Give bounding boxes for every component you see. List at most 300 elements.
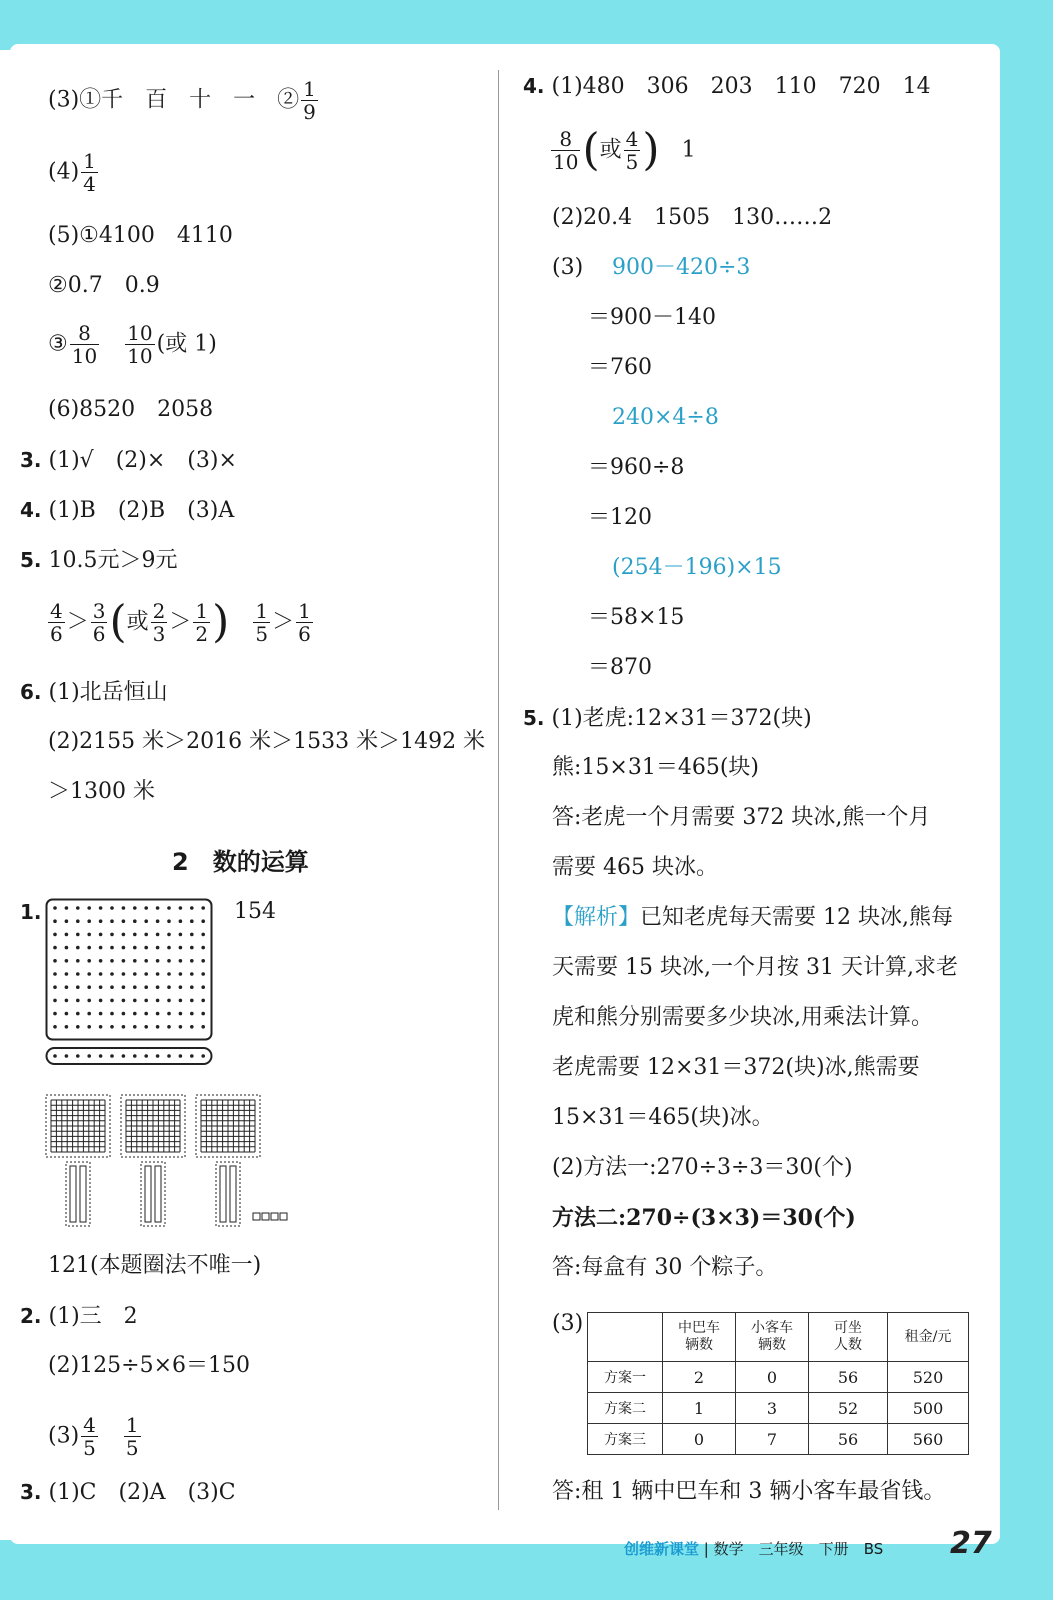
ten-rod — [220, 1166, 226, 1222]
text: (或 1) — [156, 331, 217, 357]
r4 — [523, 72, 931, 101]
grid-dot — [156, 933, 160, 937]
q6-line-2: (2)2155 米＞2016 米＞1533 米＞1492 米 — [48, 729, 486, 754]
q3 — [20, 446, 237, 475]
table-cell: 3 — [736, 1393, 809, 1424]
left-line-4: ②0.7 0.9 — [48, 273, 160, 298]
unit-cube — [280, 1213, 287, 1220]
right-border — [995, 0, 1053, 1600]
grid-dot — [179, 972, 183, 976]
r5-answer-2: 答:每盒有 30 个粽子。 — [552, 1255, 778, 1280]
row-dot — [53, 1054, 57, 1058]
s2-line-2: (2)125÷5×6＝150 — [48, 1353, 251, 1378]
table-header-row — [588, 1313, 969, 1362]
fraction: $\frac{1}{9}$ — [303, 77, 316, 124]
fraction: $\frac{1}{2}$ — [195, 599, 209, 646]
grade: 三年级 — [758, 1540, 804, 1558]
r5-final-answer: 答:租 1 辆中巴车和 3 辆小客车最省钱。 — [552, 1479, 946, 1504]
grid-frame — [47, 900, 212, 1040]
row-dot — [156, 1054, 160, 1058]
calc-line: ＝900－140 — [588, 305, 716, 330]
grid-dot — [99, 972, 103, 976]
calc-line: ＝760 — [588, 355, 652, 380]
grid-dot — [190, 1025, 194, 1029]
fraction: $\frac{10}{10}$ — [127, 321, 153, 368]
text: (1)北岳恒山 — [48, 680, 168, 705]
grid-dot — [144, 1025, 148, 1029]
grid-dot — [87, 972, 91, 976]
grid-dot — [156, 999, 160, 1003]
grid-dot — [190, 933, 194, 937]
grid-dot — [76, 1012, 80, 1016]
grid-dot — [76, 985, 80, 989]
grid-dot — [53, 985, 57, 989]
grid-dot — [87, 933, 91, 937]
grid-dot — [179, 999, 183, 1003]
text: (1)480 306 203 110 720 14 — [551, 74, 931, 99]
grid-dot — [53, 919, 57, 923]
r4-line-3: (2)20.4 1505 130……2 — [552, 205, 833, 230]
q-number: 1. — [20, 900, 42, 924]
row-dot — [144, 1054, 148, 1058]
grid-dot — [133, 946, 137, 950]
text: 已知老虎每天需要 12 块冰,熊每 — [640, 905, 953, 930]
row-dot — [201, 1054, 205, 1058]
grid-dot — [110, 946, 114, 950]
table-row — [588, 1393, 969, 1424]
grid-dot — [122, 946, 126, 950]
s1-number — [20, 898, 42, 927]
grid-dot — [156, 959, 160, 963]
right-paren: ) — [642, 124, 660, 176]
row-dot — [179, 1054, 183, 1058]
grid-dot — [201, 919, 205, 923]
grid-dot — [144, 906, 148, 910]
grid-dot — [144, 933, 148, 937]
row-frame — [47, 1048, 212, 1064]
grid-dot — [110, 959, 114, 963]
s1-value: 154 — [234, 899, 276, 924]
row-dot — [110, 1054, 114, 1058]
grid-dot — [156, 906, 160, 910]
ten-rod — [230, 1166, 236, 1222]
grid-dot — [65, 959, 69, 963]
bottom-border — [0, 1540, 1053, 1600]
page-number: 27 — [950, 1526, 992, 1561]
table-row — [588, 1362, 969, 1393]
grid-dot — [190, 999, 194, 1003]
fraction: $\frac{1}{4}$ — [83, 149, 96, 196]
q-number: 2. — [20, 1304, 42, 1328]
grid-dot — [76, 919, 80, 923]
calc-line: (254－196)×15 — [612, 555, 782, 580]
analysis-line: 15×31＝465(块)冰。 — [552, 1105, 774, 1130]
row-dot — [122, 1054, 126, 1058]
grid-dot — [99, 919, 103, 923]
text: (1)C (2)A (3)C — [48, 1480, 236, 1505]
text: (1)√ (2)× (3)× — [48, 448, 237, 473]
analysis-line: 老虎需要 12×31＝372(块)冰,熊需要 — [552, 1055, 920, 1080]
grid-dot — [167, 933, 171, 937]
dot-grid-figure — [45, 898, 215, 1072]
table-cell: 方案二 — [588, 1393, 663, 1424]
grid-dot — [201, 985, 205, 989]
analysis-line — [552, 904, 953, 932]
left-line-1 — [48, 78, 320, 123]
table-header: 可坐 人数 — [809, 1313, 888, 1362]
grid-dot — [76, 933, 80, 937]
grid-dot — [122, 933, 126, 937]
unit-cube — [271, 1213, 278, 1220]
q-number: 4. — [20, 498, 42, 522]
table-cell: 56 — [809, 1362, 888, 1393]
r5-method-1: (2)方法一:270÷3÷3＝30(个) — [552, 1155, 853, 1180]
grid-dot — [76, 959, 80, 963]
grid-dot — [144, 919, 148, 923]
grid-dot — [133, 999, 137, 1003]
right-paren: ) — [212, 596, 230, 648]
grid-dot — [65, 919, 69, 923]
grid-dot — [110, 999, 114, 1003]
grid-dot — [190, 972, 194, 976]
grid-dot — [99, 985, 103, 989]
grid-dot — [190, 946, 194, 950]
calc-line: ＝870 — [588, 655, 652, 680]
grid-dot — [144, 946, 148, 950]
left-line-3: (5)①4100 4110 — [48, 223, 233, 248]
q4 — [20, 496, 234, 525]
grid-dot — [122, 972, 126, 976]
row-dot — [87, 1054, 91, 1058]
table-cell: 52 — [809, 1393, 888, 1424]
q-number: 5. — [20, 548, 42, 572]
grid-dot — [179, 919, 183, 923]
ten-rod — [145, 1166, 151, 1222]
table-cell: 56 — [809, 1424, 888, 1455]
grid-dot — [133, 933, 137, 937]
row-dot — [99, 1054, 103, 1058]
grid-dot — [87, 999, 91, 1003]
grid-dot — [201, 1025, 205, 1029]
calc-line: ＝58×15 — [588, 605, 685, 630]
grid-dot — [87, 985, 91, 989]
grid-dot — [144, 999, 148, 1003]
grid-dot — [179, 946, 183, 950]
q6 — [20, 678, 168, 707]
r4-line-4: (3) — [552, 255, 584, 280]
s2 — [20, 1302, 138, 1331]
text: ＞ — [272, 609, 295, 635]
grid-dot — [133, 972, 137, 976]
grid-dot — [110, 985, 114, 989]
grid-dot — [190, 1012, 194, 1016]
grid-dot — [65, 972, 69, 976]
grid-dot — [144, 985, 148, 989]
q5-fractions — [46, 596, 315, 648]
term: 下册 — [818, 1540, 849, 1558]
grid-dot — [167, 946, 171, 950]
left-paren: ( — [109, 596, 127, 648]
grid-dot — [167, 972, 171, 976]
grid-dot — [167, 919, 171, 923]
grid-dot — [87, 946, 91, 950]
grid-dot — [99, 933, 103, 937]
grid-dot — [76, 946, 80, 950]
ten-rod — [155, 1166, 161, 1222]
grid-dot — [53, 959, 57, 963]
grid-dot — [179, 985, 183, 989]
grid-dot — [65, 906, 69, 910]
grid-dot — [99, 1025, 103, 1029]
grid-dot — [110, 1025, 114, 1029]
left-line-2 — [48, 150, 100, 195]
grid-dot — [122, 919, 126, 923]
grid-dot — [190, 906, 194, 910]
grid-dot — [87, 919, 91, 923]
grid-dot — [201, 933, 205, 937]
grid-dot — [133, 985, 137, 989]
grid-dot — [179, 933, 183, 937]
footer: 创维新课堂 | 数学 三年级 下册 BS — [624, 1540, 884, 1558]
analysis-tag: 【解析】 — [552, 905, 641, 930]
grid-dot — [53, 1012, 57, 1016]
grid-dot — [65, 985, 69, 989]
grid-dot — [99, 1012, 103, 1016]
text: 或 — [599, 137, 622, 163]
grid-dot — [122, 959, 126, 963]
grid-dot — [179, 959, 183, 963]
subject: 数学 — [713, 1540, 744, 1558]
table-cell: 方案一 — [588, 1362, 663, 1393]
grid-dot — [53, 946, 57, 950]
table-header: 小客车 辆数 — [736, 1313, 809, 1362]
grid-dot — [122, 1012, 126, 1016]
fraction: $\frac{8}{10}$ — [553, 127, 579, 174]
grid-dot — [133, 959, 137, 963]
grid-dot — [53, 933, 57, 937]
text: 或 — [126, 609, 149, 635]
edition: BS — [863, 1540, 884, 1558]
grid-dot — [65, 999, 69, 1003]
fraction: $\frac{1}{5}$ — [125, 1413, 139, 1460]
grid-dot — [99, 906, 103, 910]
grid-dot — [87, 959, 91, 963]
grid-dot — [144, 1012, 148, 1016]
analysis-line: 虎和熊分别需要多少块冰,用乘法计算。 — [552, 1005, 933, 1030]
grid-dot — [110, 1012, 114, 1016]
text: 10.5元＞9元 — [48, 548, 178, 573]
grid-dot — [65, 946, 69, 950]
left-line-5 — [48, 322, 217, 367]
ten-rod — [80, 1166, 86, 1222]
unit-cube — [253, 1213, 260, 1220]
table-cell: 0 — [663, 1424, 736, 1455]
q-number: 5. — [523, 706, 545, 730]
grid-dot — [167, 959, 171, 963]
table-cell: 7 — [736, 1424, 809, 1455]
calc-line: ＝120 — [588, 505, 652, 530]
table-cell: 520 — [888, 1362, 969, 1393]
grid-dot — [53, 906, 57, 910]
row-dot — [65, 1054, 69, 1058]
grid-dot — [122, 906, 126, 910]
grid-dot — [110, 972, 114, 976]
grid-dot — [99, 999, 103, 1003]
r5-method-2: 方法二:270÷(3×3)＝30(个) — [552, 1205, 856, 1231]
table-cell: 1 — [663, 1393, 736, 1424]
text: ③ — [48, 331, 68, 357]
grid-dot — [122, 985, 126, 989]
left-line-6: (6)8520 2058 — [48, 397, 214, 422]
grid-dot — [76, 1025, 80, 1029]
grid-dot — [156, 946, 160, 950]
r4-line-2 — [549, 124, 696, 176]
grid-dot — [65, 1012, 69, 1016]
fraction: $\frac{4}{5}$ — [83, 1413, 96, 1460]
table-row — [588, 1424, 969, 1455]
grid-dot — [99, 946, 103, 950]
text: (1)B (2)B (3)A — [48, 498, 235, 523]
grid-dot — [133, 1012, 137, 1016]
rental-table — [587, 1312, 969, 1455]
text: (3) — [48, 1423, 80, 1449]
grid-dot — [53, 1025, 57, 1029]
grid-dot — [156, 985, 160, 989]
top-border — [0, 0, 1053, 50]
grid-dot — [167, 1025, 171, 1029]
q-number: 3. — [20, 448, 42, 472]
grid-dot — [99, 959, 103, 963]
ten-rod — [70, 1166, 76, 1222]
grid-dot — [156, 1025, 160, 1029]
column-divider — [498, 70, 499, 1510]
grid-dot — [167, 906, 171, 910]
grid-dot — [133, 919, 137, 923]
grid-dot — [122, 999, 126, 1003]
grid-dot — [179, 1012, 183, 1016]
grid-dot — [201, 972, 205, 976]
grid-dot — [144, 959, 148, 963]
text: (3)①千 百 十 一 ② — [48, 87, 300, 113]
grid-dot — [156, 919, 160, 923]
r5 — [523, 704, 812, 733]
grid-dot — [87, 906, 91, 910]
s2-line-3 — [48, 1414, 143, 1459]
grid-dot — [65, 1025, 69, 1029]
text: ＞ — [169, 609, 192, 635]
text: 1 — [681, 137, 696, 163]
grid-dot — [190, 985, 194, 989]
calc-line: 240×4÷8 — [612, 405, 719, 430]
q-number: 6. — [20, 680, 42, 704]
fraction: $\frac{2}{3}$ — [152, 599, 166, 646]
brand: 创维新课堂 — [624, 1540, 700, 1558]
grid-dot — [167, 985, 171, 989]
blocks-figure — [45, 1094, 305, 1230]
table-cell: 方案三 — [588, 1424, 663, 1455]
unit-cube — [262, 1213, 269, 1220]
grid-dot — [122, 1025, 126, 1029]
r5-line-2: 熊:15×31＝465(块) — [552, 755, 759, 780]
grid-dot — [110, 933, 114, 937]
grid-dot — [156, 972, 160, 976]
s1-note: 121(本题圈法不唯一) — [48, 1253, 262, 1278]
row-dot — [167, 1054, 171, 1058]
s3 — [20, 1478, 236, 1507]
grid-dot — [53, 972, 57, 976]
table-cell: 0 — [736, 1362, 809, 1393]
fraction: $\frac{4}{5}$ — [625, 127, 639, 174]
grid-dot — [201, 946, 205, 950]
grid-dot — [156, 1012, 160, 1016]
grid-dot — [179, 906, 183, 910]
grid-dot — [190, 959, 194, 963]
analysis-line: 天需要 15 块冰,一个月按 31 天计算,求老 — [552, 955, 958, 980]
grid-dot — [133, 1025, 137, 1029]
grid-dot — [144, 972, 148, 976]
text: ＞ — [66, 609, 89, 635]
grid-dot — [190, 919, 194, 923]
grid-dot — [133, 906, 137, 910]
section-title: 2 数的运算 — [172, 848, 309, 876]
grid-dot — [201, 906, 205, 910]
fraction: $\frac{3}{6}$ — [92, 599, 106, 646]
table-cell: 2 — [663, 1362, 736, 1393]
grid-dot — [76, 999, 80, 1003]
grid-dot — [201, 1012, 205, 1016]
row-dot — [190, 1054, 194, 1058]
fraction: $\frac{1}{5}$ — [255, 599, 269, 646]
grid-dot — [110, 919, 114, 923]
text: (1)老虎:12×31＝372(块) — [551, 706, 812, 731]
text: (4) — [48, 159, 80, 185]
grid-dot — [110, 906, 114, 910]
grid-dot — [201, 999, 205, 1003]
r5-part-3: (3) — [552, 1311, 584, 1336]
fraction: $\frac{4}{6}$ — [50, 599, 63, 646]
text: (1)三 2 — [48, 1304, 138, 1329]
row-dot — [76, 1054, 80, 1058]
q-number: 4. — [523, 74, 545, 98]
q-number: 3. — [20, 1480, 42, 1504]
q6-line-3: ＞1300 米 — [48, 779, 155, 804]
left-paren: ( — [582, 124, 600, 176]
table-header: 租金/元 — [888, 1313, 969, 1362]
grid-dot — [53, 999, 57, 1003]
table-header — [588, 1313, 663, 1362]
r5-line-4: 需要 465 块冰。 — [552, 855, 718, 880]
fraction: $\frac{8}{10}$ — [71, 321, 98, 368]
table-header: 中巴车 辆数 — [663, 1313, 736, 1362]
fraction: $\frac{1}{6}$ — [298, 599, 311, 646]
grid-dot — [167, 999, 171, 1003]
table-cell: 500 — [888, 1393, 969, 1424]
r5-line-3: 答:老虎一个月需要 372 块冰,熊一个月 — [552, 805, 931, 830]
grid-dot — [65, 933, 69, 937]
grid-dot — [87, 1012, 91, 1016]
grid-dot — [201, 959, 205, 963]
grid-dot — [179, 1025, 183, 1029]
grid-dot — [76, 906, 80, 910]
grid-dot — [87, 1025, 91, 1029]
grid-dot — [167, 1012, 171, 1016]
q5 — [20, 546, 178, 575]
grid-dot — [76, 972, 80, 976]
calc-line: ＝960÷8 — [588, 455, 685, 480]
calc-line: 900－420÷3 — [612, 255, 751, 280]
table-cell: 560 — [888, 1424, 969, 1455]
row-dot — [133, 1054, 137, 1058]
